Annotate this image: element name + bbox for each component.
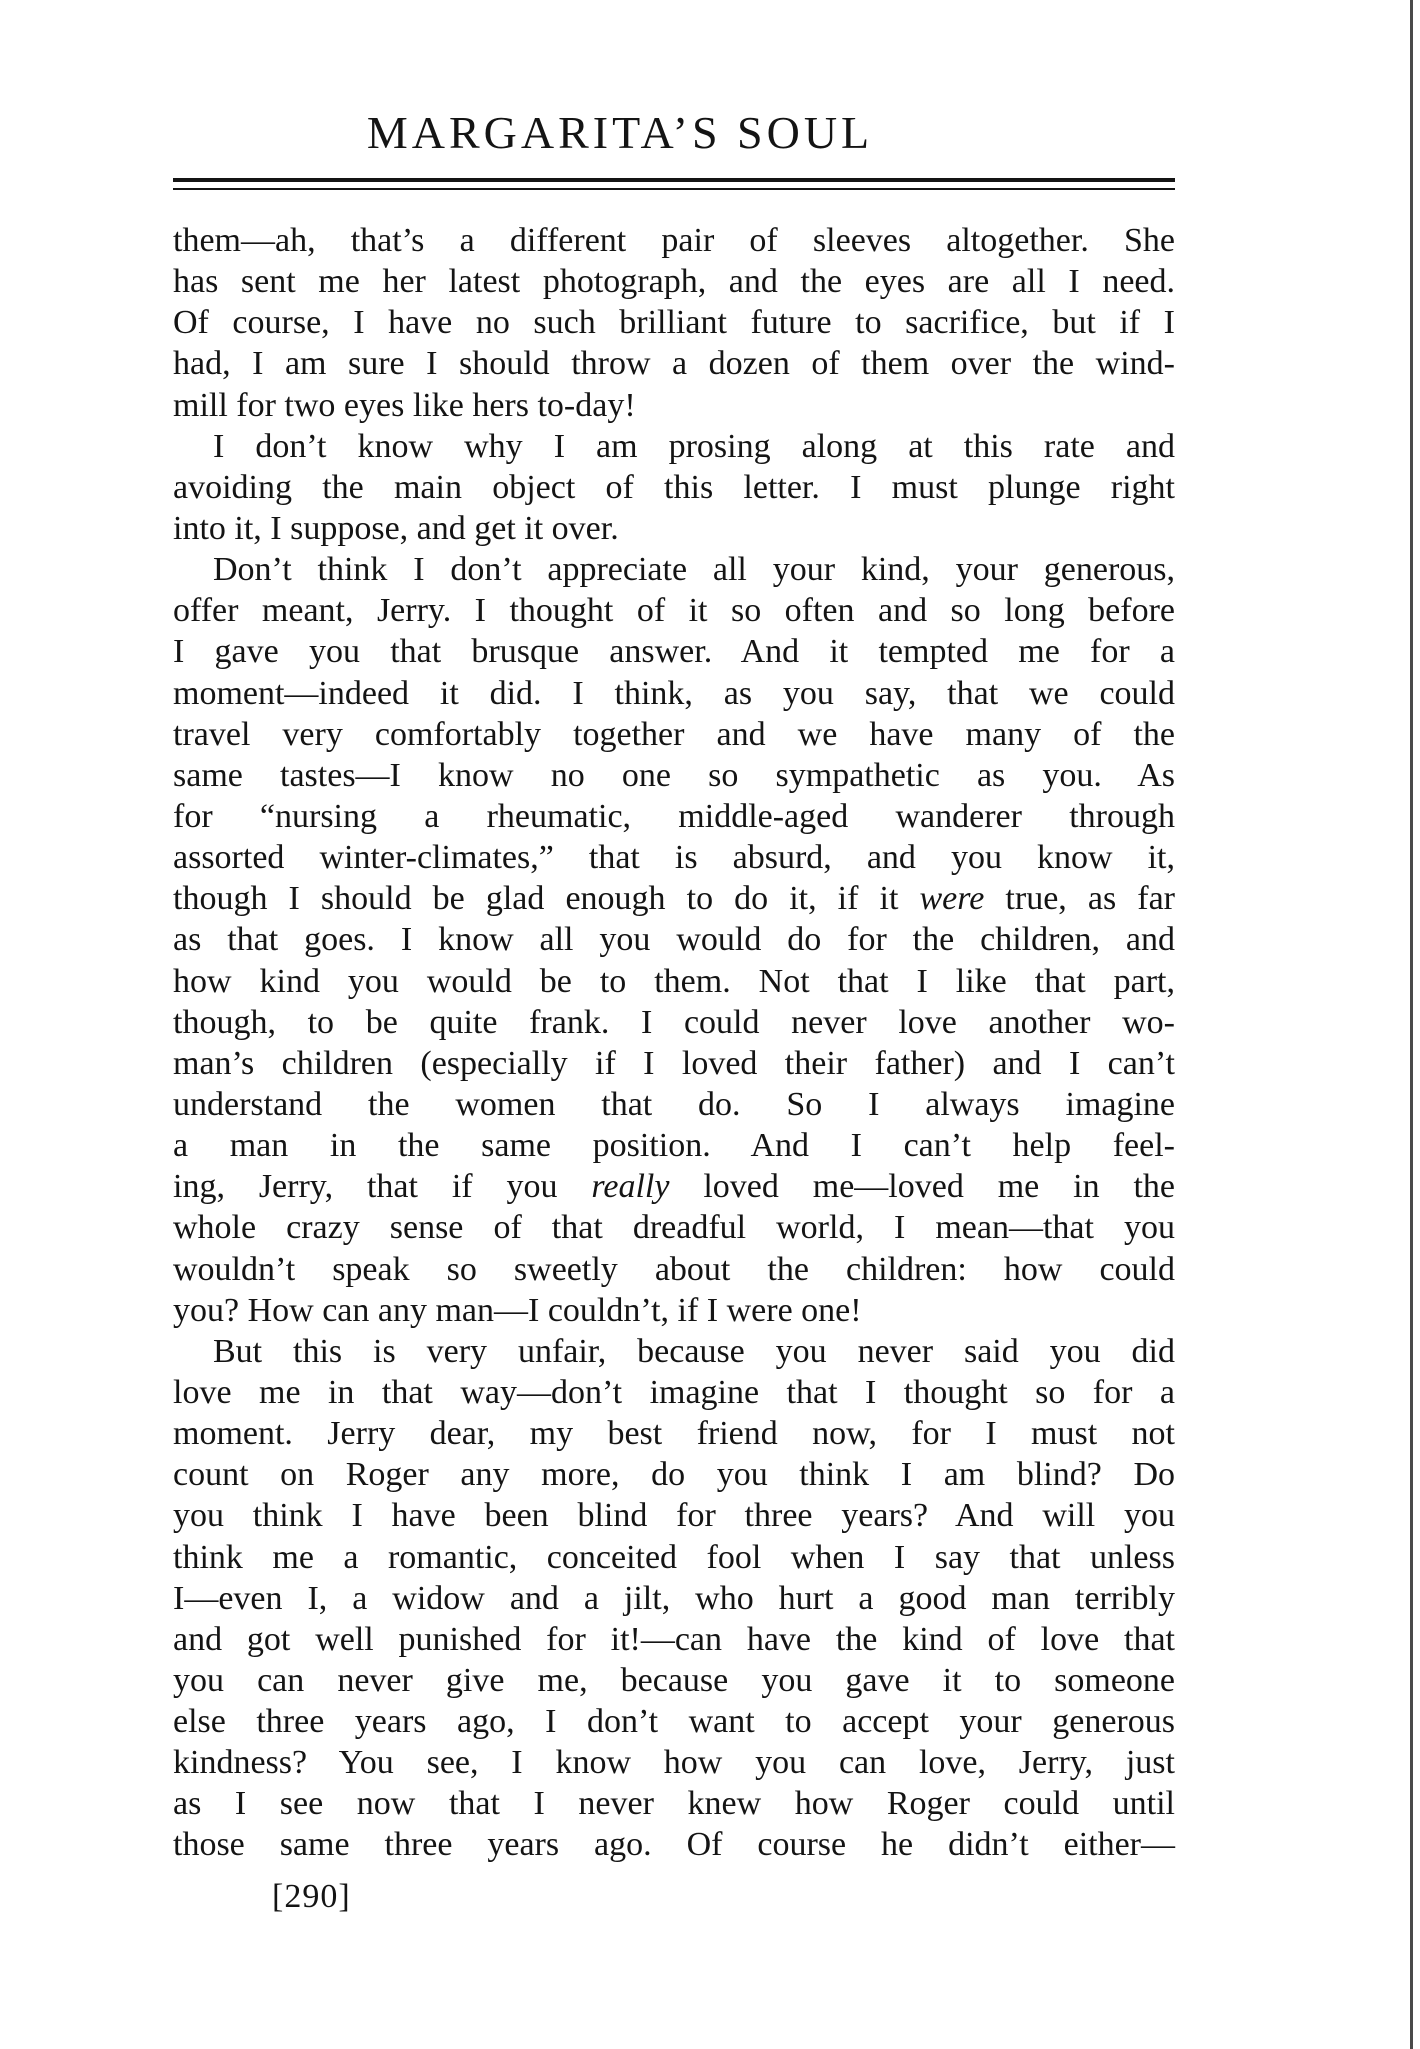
paragraph-first-line: I don’t know why I am prosing along at this rate and (213, 427, 1175, 465)
text-line: man’s children (especially if I loved their father) and I can’t (173, 1044, 1175, 1082)
text-line (173, 1166, 1175, 1207)
text-line: into it, I suppose, and get it over. (173, 509, 619, 547)
text-line: count on Roger any more, do you think I am blind? Do (173, 1456, 1175, 1494)
text-line: those same three years ago. Of course he didn’t either— (173, 1826, 1175, 1864)
text-line: mill for two eyes like hers to-day! (173, 386, 636, 424)
text-run: true, as far (984, 880, 1175, 918)
body-text (173, 220, 1175, 1866)
text-line: whole crazy sense of that dreadful world, I mean—that you (173, 1209, 1175, 1247)
text-line: them—ah, that’s a different pair of sleeves altogether. She (173, 222, 1175, 259)
text-line: I gave you that brusque answer. And it tempted me for a (173, 633, 1175, 671)
text-line: kindness? You see, I know how you can love, Jerry, just (173, 1744, 1175, 1782)
text-line: moment. Jerry dear, my best friend now, for I must not (173, 1415, 1175, 1453)
emphasis-text: were (919, 880, 985, 918)
text-line: moment—indeed it did. I think, as you say, that we could (173, 674, 1175, 712)
text-line: you can never give me, because you gave it to someone (173, 1661, 1175, 1699)
text-line: I—even I, a widow and a jilt, who hurt a good man terribly (173, 1579, 1175, 1617)
text-line: assorted winter-climates,” that is absurd, and you know it, (173, 839, 1175, 877)
text-line: avoiding the main object of this letter. I must plunge right (173, 468, 1175, 506)
text-line: you think I have been blind for three years? And will you (173, 1497, 1175, 1535)
text-line: you? How can any man—I couldn’t, if I were one! (173, 1291, 862, 1329)
text-line: had, I am sure I should throw a dozen of them over the wind- (173, 345, 1175, 383)
text-line: love me in that way—don’t imagine that I thought so for a (173, 1373, 1175, 1411)
text-line: a man in the same position. And I can’t help feel- (173, 1127, 1175, 1165)
text-run: loved me—loved me in the (669, 1168, 1175, 1206)
text-line: Of course, I have no such brilliant future to sacrifice, but if I (173, 304, 1175, 342)
header-rule-thin (173, 188, 1175, 190)
paragraph-first-line: But this is very unfair, because you never said you did (213, 1332, 1175, 1370)
text-line: wouldn’t speak so sweetly about the children: how could (173, 1250, 1175, 1288)
text-line: same tastes—I know no one so sympathetic as you. As (173, 756, 1175, 794)
text-line: for “nursing a rheumatic, middle-aged wanderer through (173, 797, 1175, 835)
text-line: offer meant, Jerry. I thought of it so often and so long before (173, 592, 1175, 630)
text-line: as I see now that I never knew how Roger could until (173, 1785, 1175, 1823)
text-line: has sent me her latest photograph, and the eyes are all I need. (173, 263, 1175, 301)
running-head: MARGARITA’S SOUL (366, 107, 874, 158)
text-line: else three years ago, I don’t want to accept your generous (173, 1703, 1175, 1741)
text-run: though I should be glad enough to do it, if it (173, 880, 920, 918)
header-rule-thick (173, 178, 1175, 182)
text-line: travel very comfortably together and we have many of the (173, 715, 1175, 753)
text-run: ing, Jerry, that if you (173, 1168, 592, 1206)
text-line: understand the women that do. So I always imagine (173, 1085, 1175, 1123)
text-line: and got well punished for it!—can have the kind of love that (173, 1620, 1175, 1658)
text-line (173, 878, 1175, 919)
text-line: how kind you would be to them. Not that I like that part, (173, 962, 1175, 1000)
page-number: [290] (272, 1878, 351, 1915)
text-line: think me a romantic, conceited fool when I say that unless (173, 1538, 1175, 1576)
paragraph-first-line: Don’t think I don’t appreciate all your kind, your generous, (213, 551, 1175, 589)
page-edge-shadow (1410, 0, 1413, 2049)
text-line: as that goes. I know all you would do for the children, and (173, 921, 1175, 959)
text-line: though, to be quite frank. I could never love another wo- (173, 1003, 1175, 1041)
emphasis-text: really (591, 1168, 670, 1206)
